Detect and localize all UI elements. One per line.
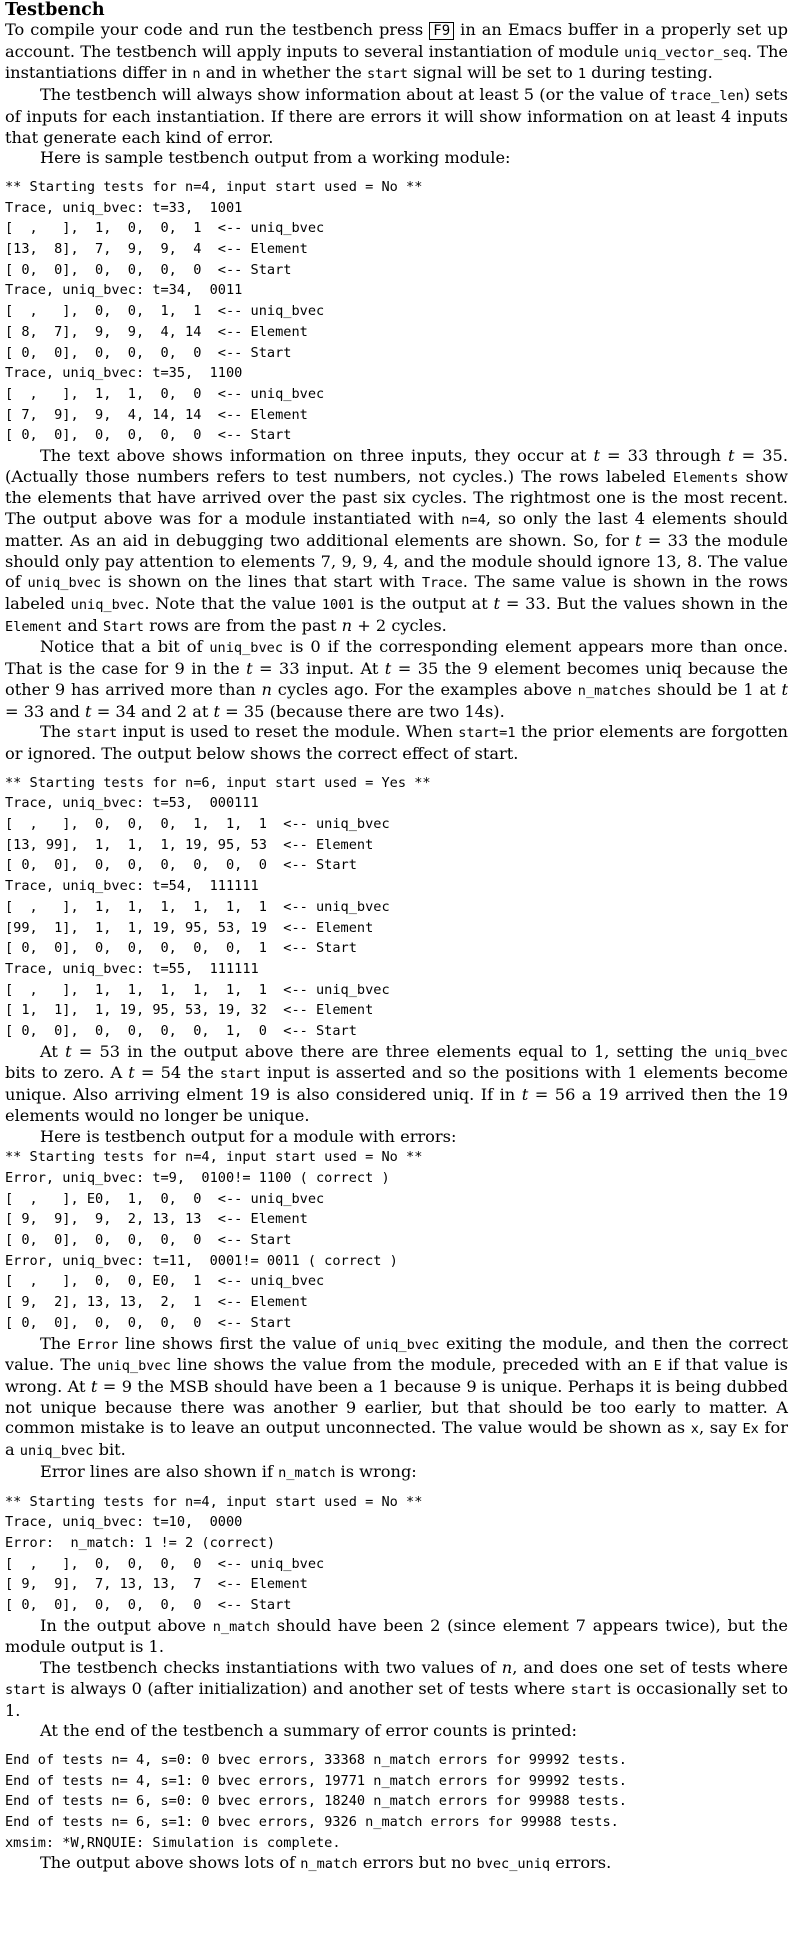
text: bit. xyxy=(93,1440,126,1460)
text: , say xyxy=(698,1418,743,1438)
code-line: [ , ], 1, 1, 0, 0 <-- uniq_bvec xyxy=(5,385,325,402)
code-line: End of tests n= 6, s=1: 0 bvec errors, 9326 n_match errors for 99988 tests. xyxy=(5,1814,619,1831)
text: is always 0 (after initialization) and another set of tests where xyxy=(45,1678,571,1698)
text: = 33 and xyxy=(5,701,86,721)
var-t: t xyxy=(728,446,735,466)
code-line: Trace, uniq_bvec: t=35, 1100 xyxy=(5,365,243,382)
var-t: t xyxy=(85,701,92,721)
code-line: [ 0, 0], 0, 0, 0, 0 <-- Start xyxy=(5,1232,292,1249)
text: is 0 if the corresponding element appears more than once. That is the case for 9 in the xyxy=(5,637,788,679)
code-start-1: start=1 xyxy=(458,725,516,742)
text: The text above shows information on three inputs, they occur at xyxy=(40,446,594,466)
code-line: [ 0, 0], 0, 0, 0, 0 <-- Start xyxy=(5,344,292,361)
code-line: [ 9, 2], 13, 13, 2, 1 <-- Element xyxy=(5,1294,308,1311)
code-uniq-bvec: uniq_bvec xyxy=(714,1044,788,1061)
text: Notice that a bit of xyxy=(40,637,210,657)
code-trace: Trace xyxy=(421,575,463,592)
text: The output above shows lots of xyxy=(40,1853,301,1873)
code-line: [ , ], 1, 1, 1, 1, 1, 1 <-- uniq_bvec xyxy=(5,898,390,915)
var-t: t xyxy=(781,679,788,699)
code-line: [ 0, 0], 0, 0, 0, 0, 1, 0 <-- Start xyxy=(5,1023,357,1040)
code-line: [ 8, 7], 9, 9, 4, 14 <-- Element xyxy=(5,323,308,340)
code-line: Trace, uniq_bvec: t=55, 111111 xyxy=(5,960,259,977)
code-line: ** Starting tests for n=4, input start used = No ** xyxy=(5,178,423,195)
text: = 53 in the output above there are three elements equal to 1, setting the xyxy=(71,1041,715,1061)
code-1001: 1001 xyxy=(321,596,355,613)
var-n: n xyxy=(501,1658,513,1678)
text: In the output above xyxy=(40,1615,213,1635)
code-line: [ 0, 0], 0, 0, 0, 0 <-- Start xyxy=(5,1314,292,1331)
text: = 54 the xyxy=(134,1063,220,1083)
text: line shows first the value of xyxy=(118,1333,366,1353)
code-start: start xyxy=(76,725,118,742)
code-x: x xyxy=(690,1421,699,1438)
summary-intro: At the end of the testbench a summary of error counts is printed: xyxy=(40,1721,577,1741)
code-line: ** Starting tests for n=6, input start used = Yes ** xyxy=(5,774,431,791)
text: and xyxy=(62,615,104,635)
code-line: [ 0, 0], 0, 0, 0, 0 <-- Start xyxy=(5,1597,292,1614)
code-line: [13, 8], 7, 9, 9, 4 <-- Element xyxy=(5,241,308,258)
var-t: t xyxy=(90,1377,98,1396)
code-uniq-bvec: uniq_bvec xyxy=(97,1358,171,1375)
text: exiting the module, and then the correct value. The xyxy=(5,1333,789,1375)
code-line: ** Starting tests for n=4, input start used = No ** xyxy=(5,1149,423,1166)
code-start: start xyxy=(220,1066,261,1083)
code-bvec-uniq: bvec_uniq xyxy=(476,1856,551,1873)
text: is shown on the lines that start with xyxy=(101,572,422,592)
text: Error lines are also shown if xyxy=(40,1461,279,1481)
code-line: [13, 99], 1, 1, 1, 19, 95, 53 <-- Element xyxy=(5,836,374,853)
text: = 35. (Actually those numbers refers to test numbers, not cycles.) The rows labeled xyxy=(5,446,788,486)
text: . The instantiations differ in xyxy=(5,41,788,83)
code-line: ** Starting tests for n=4, input start used = No ** xyxy=(5,1493,423,1510)
code-block-summary xyxy=(5,1750,788,1854)
code-line: End of tests n= 6, s=0: 0 bvec errors, 18240 n_match errors for 99988 tests. xyxy=(5,1793,627,1810)
code-uniq-bvec: uniq_bvec xyxy=(209,640,284,657)
text: + 2 cycles. xyxy=(352,615,447,635)
section-title: Testbench xyxy=(5,0,105,20)
text: = 33. But the values shown in the xyxy=(500,593,788,613)
code-line: Error, uniq_bvec: t=9, 0100!= 1100 ( correct ) xyxy=(5,1169,390,1186)
code-line: [ 1, 1], 1, 19, 95, 53, 19, 32 <-- Element xyxy=(5,1002,374,1019)
text: cycles ago. For the examples above xyxy=(271,679,578,699)
code-line: Trace, uniq_bvec: t=53, 000111 xyxy=(5,795,259,812)
intro-paragraph xyxy=(5,20,788,85)
var-t: t xyxy=(593,446,600,466)
nmatch-explanation xyxy=(5,1616,788,1658)
var-n: n xyxy=(341,615,353,635)
code-uniq-bvec: uniq_bvec xyxy=(70,596,145,613)
code-n-matches: n_matches xyxy=(577,682,652,699)
code-line: [ , ], 0, 0, E0, 1 <-- uniq_bvec xyxy=(5,1273,325,1290)
var-t: t xyxy=(213,701,221,721)
code-line: [ 0, 0], 0, 0, 0, 0 <-- Start xyxy=(5,261,292,278)
trace-len-paragraph xyxy=(5,85,788,148)
text: errors. xyxy=(550,1853,612,1873)
text: ) sets of inputs for each instantiation. If there are errors it will show information on at least 4 inputs that generate each kind of error. xyxy=(5,85,788,147)
var-t: t xyxy=(493,593,501,613)
code-elements: Elements xyxy=(673,469,739,486)
text: rows are from the past xyxy=(143,615,342,635)
errors-intro: Here is testbench output for a module with errors: xyxy=(40,1126,457,1146)
code-start: Start xyxy=(103,618,144,635)
text: bits to zero. A xyxy=(5,1063,129,1083)
text: is occasionally set to 1. xyxy=(5,1678,788,1720)
code-ex: Ex xyxy=(742,1421,759,1438)
f9-key: F9 xyxy=(429,22,454,40)
code-block-working xyxy=(5,177,788,446)
code-trace-len: trace_len xyxy=(670,88,744,105)
code-block-errors xyxy=(5,1147,788,1333)
code-n: n xyxy=(192,66,201,83)
text: The testbench checks instantiations with two values of xyxy=(40,1658,502,1678)
text: = 56 a 19 arrived then the 19 elements would no longer be unique. xyxy=(5,1085,788,1125)
code-line: xmsim: *W,RNQUIE: Simulation is complete. xyxy=(5,1834,341,1851)
text: and in whether the xyxy=(200,63,367,83)
uniq-paragraph xyxy=(5,637,788,722)
explanation-paragraph xyxy=(5,446,788,637)
code-line: Trace, uniq_bvec: t=54, 111111 xyxy=(5,878,259,895)
code-e: E xyxy=(653,1358,662,1375)
start-explanation xyxy=(5,1042,788,1127)
code-one: 1 xyxy=(577,66,587,83)
text: To compile your code and run the testbench press xyxy=(5,20,430,39)
code-n-match: n_match xyxy=(300,1856,358,1873)
text: in an Emacs buffer in a properly set up account. The testbench will apply inputs to several instantiation of module xyxy=(5,20,788,61)
var-t: t xyxy=(384,659,392,679)
code-line: [ 0, 0], 0, 0, 0, 0 <-- Start xyxy=(5,427,292,444)
text: line shows the value from the module, preceded with an xyxy=(170,1355,654,1375)
code-block-start xyxy=(5,773,788,1042)
code-line: [99, 1], 1, 1, 19, 95, 53, 19 <-- Element xyxy=(5,919,374,936)
error-explanation xyxy=(5,1334,788,1462)
code-line: [ 9, 9], 7, 13, 13, 7 <-- Element xyxy=(5,1576,308,1593)
code-line: [ , ], E0, 1, 0, 0 <-- uniq_bvec xyxy=(5,1190,325,1207)
code-line: End of tests n= 4, s=1: 0 bvec errors, 19771 n_match errors for 99992 tests. xyxy=(5,1772,627,1789)
text: , so only the last 4 elements should matter. As an aid in debugging two additional elements are shown. So, for xyxy=(5,509,788,550)
code-uniq-bvec: uniq_bvec xyxy=(19,1443,94,1460)
code-uniq-bvec: uniq_bvec xyxy=(365,1336,440,1353)
text: , and does one set of tests where xyxy=(512,1658,788,1678)
text: = 33 through xyxy=(599,446,729,466)
code-line: Trace, uniq_bvec: t=10, 0000 xyxy=(5,1514,243,1531)
text: = 35 the 9 element becomes uniq because the other 9 has arrived more than xyxy=(5,659,789,699)
code-block-nmatch xyxy=(5,1492,788,1616)
text: input is used to reset the module. When xyxy=(117,722,459,742)
sample-intro: Here is sample testbench output from a working module: xyxy=(40,148,511,168)
code-start: start xyxy=(5,1681,46,1698)
text: errors but no xyxy=(357,1853,477,1873)
text: should be 1 at xyxy=(651,679,782,699)
module-name: uniq_vector_seq xyxy=(624,44,747,61)
var-t: t xyxy=(128,1063,135,1083)
code-n-match: n_match xyxy=(278,1464,336,1481)
text: The testbench will always show information about at least 5 (or the value of xyxy=(40,85,671,105)
instantiations-paragraph xyxy=(5,1658,788,1721)
text: should have been 2 (since element 7 appears twice), but the module output is 1. xyxy=(5,1615,788,1657)
var-t: t xyxy=(521,1085,529,1105)
code-start: start xyxy=(570,1681,612,1698)
text: At xyxy=(40,1041,66,1061)
code-line: End of tests n= 4, s=0: 0 bvec errors, 33368 n_match errors for 99992 tests. xyxy=(5,1751,627,1768)
text: if that value is wrong. At xyxy=(5,1355,788,1396)
text: show the elements that have arrived over the past six cycles. The rightmost one is the most recent. The output above was for a module instantiated with xyxy=(5,466,788,529)
code-line: [ 9, 9], 9, 2, 13, 13 <-- Element xyxy=(5,1211,308,1228)
code-line: Error, uniq_bvec: t=11, 0001!= 0011 ( correct ) xyxy=(5,1252,398,1269)
text: = 9 the MSB should have been a 1 because 9 is unique. Perhaps it is being dubbed not unique because there was another 9 earlier, but that should be too early to matter. A common mistake is to leave an output unconnected. The value would be shown as xyxy=(5,1377,788,1438)
start-paragraph xyxy=(5,722,788,764)
code-line: [ 7, 9], 9, 4, 14, 14 <-- Element xyxy=(5,406,308,423)
text: is wrong: xyxy=(335,1461,417,1481)
text: input is asserted and so the positions with 1 elements become unique. Also arriving elment 19 is also considered uniq. If in xyxy=(5,1063,788,1105)
var-t: t xyxy=(246,659,253,679)
var-t: t xyxy=(65,1041,72,1061)
text: is the output at xyxy=(354,593,494,613)
text: The xyxy=(40,722,77,742)
code-uniq-bvec: uniq_bvec xyxy=(27,575,102,592)
code-element: Element xyxy=(5,618,63,635)
code-line: Error: n_match: 1 != 2 (correct) xyxy=(5,1534,276,1551)
code-line: [ , ], 1, 0, 0, 1 <-- uniq_bvec xyxy=(5,220,325,237)
code-line: [ 0, 0], 0, 0, 0, 0, 0, 0 <-- Start xyxy=(5,857,357,874)
text: signal will be set to xyxy=(407,63,578,83)
code-line: Trace, uniq_bvec: t=33, 1001 xyxy=(5,199,243,216)
code-error: Error xyxy=(77,1336,119,1353)
text: for a xyxy=(5,1418,788,1460)
text: = 33 input. At xyxy=(252,659,385,679)
code-start: start xyxy=(366,66,408,83)
text: = 35 (because there are two 14s). xyxy=(220,701,505,721)
code-line: [ , ], 0, 0, 0, 1, 1, 1 <-- uniq_bvec xyxy=(5,816,390,833)
text: . The same value is shown in the rows labeled xyxy=(5,572,788,613)
var-n: n xyxy=(261,679,272,699)
code-line: [ , ], 0, 0, 1, 1 <-- uniq_bvec xyxy=(5,303,325,320)
code-line: [ , ], 1, 1, 1, 1, 1, 1 <-- uniq_bvec xyxy=(5,981,390,998)
text: = 34 and 2 at xyxy=(91,701,214,721)
code-line: [ , ], 0, 0, 0, 0 <-- uniq_bvec xyxy=(5,1555,325,1572)
code-n-match: n_match xyxy=(212,1618,270,1635)
code-n4: n=4 xyxy=(461,512,486,529)
text: the prior elements are forgotten or ignored. The output below shows the correct effect of start. xyxy=(5,722,788,763)
code-line: [ 0, 0], 0, 0, 0, 0, 0, 1 <-- Start xyxy=(5,940,357,957)
code-line: Trace, uniq_bvec: t=34, 0011 xyxy=(5,282,243,299)
text: = 33 the module should only pay attention to elements 7, 9, 9, 4, and the module should ignore 13, 8. The value of xyxy=(5,530,788,592)
text: during testing. xyxy=(586,63,713,83)
closing-paragraph xyxy=(5,1853,788,1875)
text: . Note that the value xyxy=(144,593,322,613)
nmatch-intro xyxy=(5,1462,788,1484)
var-t: t xyxy=(634,530,642,550)
text: The xyxy=(40,1333,78,1353)
